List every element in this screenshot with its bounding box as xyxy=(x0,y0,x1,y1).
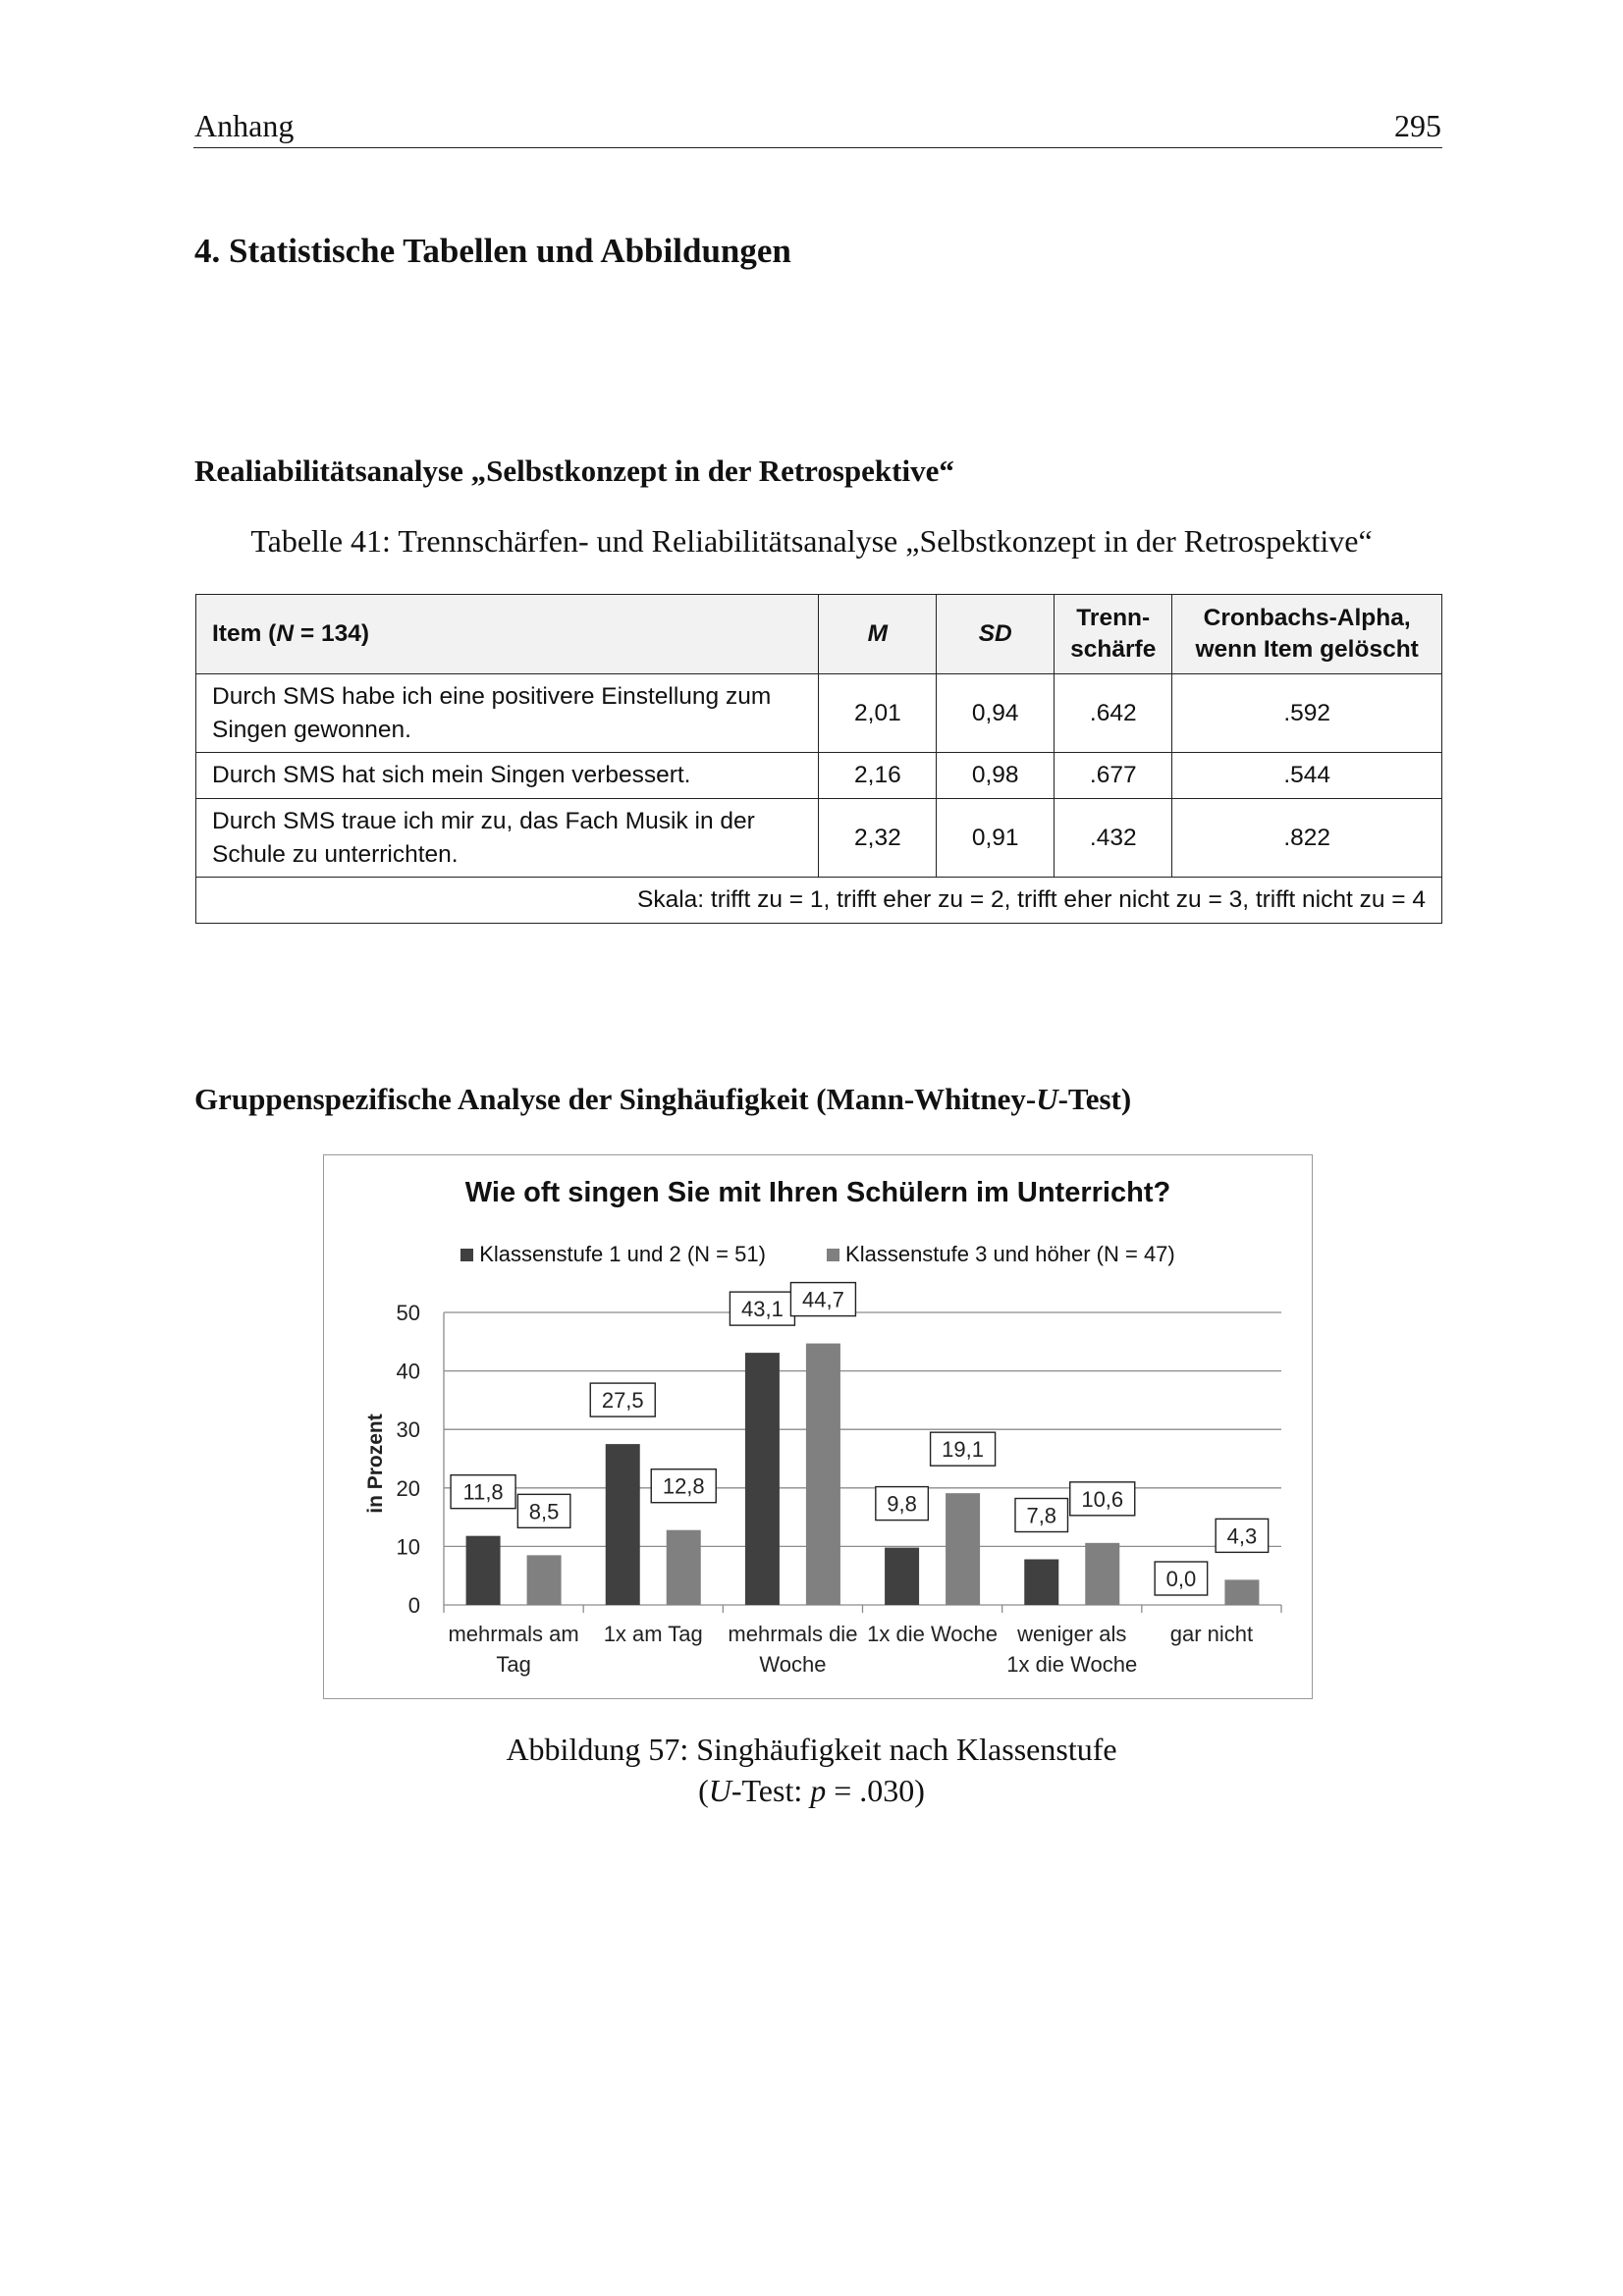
x-category-label: mehrmals am xyxy=(448,1622,579,1646)
header-trennschaerfe: Trenn- schärfe xyxy=(1055,595,1172,674)
cell-trennschaerfe: .432 xyxy=(1055,799,1172,878)
header-sd: SD xyxy=(937,595,1055,674)
bar xyxy=(606,1444,640,1605)
cell-m: 2,16 xyxy=(819,753,937,799)
y-tick-label: 50 xyxy=(396,1301,420,1325)
bar xyxy=(946,1493,980,1605)
bar-chart xyxy=(324,1155,1312,1698)
x-category-label: 1x die Woche xyxy=(867,1622,999,1646)
table-row xyxy=(196,674,1442,753)
x-category-label: Tag xyxy=(496,1652,531,1677)
x-category-label: mehrmals die xyxy=(728,1622,858,1646)
data-label: 19,1 xyxy=(942,1437,984,1463)
cell-item: Durch SMS hat sich mein Singen verbessert. xyxy=(196,753,819,799)
table-header-row xyxy=(196,595,1442,674)
figure-caption: Abbildung 57: Singhäufigkeit nach Klassenstufe xyxy=(506,1732,1117,1767)
y-tick-label: 20 xyxy=(396,1475,420,1501)
table-row xyxy=(196,753,1442,799)
legend-label: Klassenstufe 1 und 2 (N = 51) xyxy=(479,1242,766,1266)
data-label: 7,8 xyxy=(1026,1503,1057,1528)
bar xyxy=(1085,1543,1119,1605)
running-header xyxy=(193,106,1442,148)
bar xyxy=(745,1353,780,1605)
page-number: 295 xyxy=(1394,108,1441,143)
data-label: 4,3 xyxy=(1226,1523,1258,1549)
cell-sd: 0,91 xyxy=(937,799,1055,878)
figure-caption-test: (U-Test: p = .030) xyxy=(698,1773,925,1808)
cell-alpha: .822 xyxy=(1172,799,1442,878)
header-m: M xyxy=(819,595,937,674)
bar xyxy=(885,1548,919,1605)
data-label: 11,8 xyxy=(462,1479,504,1505)
data-label: 8,5 xyxy=(528,1499,560,1524)
bar xyxy=(806,1344,840,1605)
bar xyxy=(466,1536,501,1605)
cell-item: Durch SMS habe ich eine positivere Einstellung zum Singen gewonnen. xyxy=(196,674,819,753)
cell-alpha: .544 xyxy=(1172,753,1442,799)
cell-sd: 0,98 xyxy=(937,753,1055,799)
y-tick-label: 10 xyxy=(396,1534,420,1560)
x-category-label: Woche xyxy=(759,1652,827,1677)
cell-m: 2,32 xyxy=(819,799,937,878)
group-analysis-heading: Gruppenspezifische Analyse der Singhäufigkeit (Mann-Whitney-U-Test) xyxy=(194,1082,1132,1116)
table-row xyxy=(196,799,1442,878)
header-item: Item (N = 134) xyxy=(196,595,819,674)
x-category-label: weniger als xyxy=(1017,1622,1127,1646)
section-title: 4. Statistische Tabellen und Abbildungen xyxy=(194,232,791,270)
y-tick-label: 0 xyxy=(407,1593,420,1618)
header-cronbach-alpha: Cronbachs-Alpha, wenn Item gelöscht xyxy=(1172,595,1442,674)
bar xyxy=(1024,1560,1058,1605)
data-label: 27,5 xyxy=(601,1388,644,1414)
data-label: 12,8 xyxy=(662,1473,705,1499)
data-label: 43,1 xyxy=(741,1297,784,1322)
data-label: 10,6 xyxy=(1081,1486,1124,1512)
legend-label: Klassenstufe 3 und höher (N = 47) xyxy=(845,1242,1175,1266)
cell-alpha: .592 xyxy=(1172,674,1442,753)
y-tick-label: 40 xyxy=(396,1359,420,1384)
cell-item: Durch SMS traue ich mir zu, das Fach Musik in der Schule zu unterrichten. xyxy=(196,799,819,878)
data-label: 0,0 xyxy=(1165,1567,1197,1591)
chart-frame xyxy=(323,1154,1313,1699)
chart-title: Wie oft singen Sie mit Ihren Schülern im Unterricht? xyxy=(464,1177,1171,1208)
data-label: 9,8 xyxy=(887,1491,917,1517)
cell-sd: 0,94 xyxy=(937,674,1055,753)
scale-note: Skala: trifft zu = 1, trifft eher zu = 2, trifft eher nicht zu = 3, trifft nicht zu = 4 xyxy=(196,878,1442,924)
x-category-label: 1x am Tag xyxy=(603,1622,703,1646)
y-axis-label: in Prozent xyxy=(364,1414,387,1514)
cell-m: 2,01 xyxy=(819,674,937,753)
bar xyxy=(527,1555,562,1605)
x-category-label: gar nicht xyxy=(1169,1622,1254,1646)
cell-trennschaerfe: .677 xyxy=(1055,753,1172,799)
cell-trennschaerfe: .642 xyxy=(1055,674,1172,753)
table-caption: Tabelle 41: Trennschärfen- und Reliabilitätsanalyse „Selbstkonzept in der Retrospektive“ xyxy=(250,523,1373,559)
x-category-label: 1x die Woche xyxy=(1006,1652,1138,1677)
reliability-table xyxy=(195,594,1442,924)
running-header-title: Anhang xyxy=(194,108,295,143)
bar xyxy=(667,1530,701,1605)
table-footnote-row xyxy=(196,878,1442,924)
reliability-heading: Realiabilitätsanalyse „Selbstkonzept in der Retrospektive“ xyxy=(194,454,954,488)
data-label: 44,7 xyxy=(802,1287,844,1312)
bar xyxy=(1224,1579,1259,1605)
y-tick-label: 30 xyxy=(396,1417,420,1443)
